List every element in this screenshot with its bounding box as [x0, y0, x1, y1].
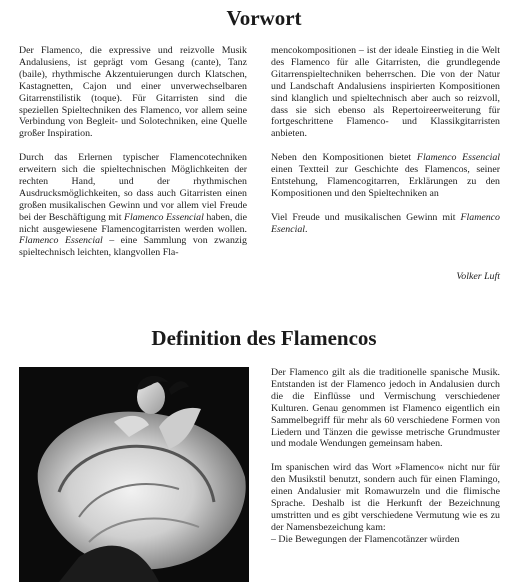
vorwort-paragraph: Neben den Kompositionen bietet Flamenco Essencial einen Textteil zur Geschichte des Flamencos, seiner Entstehung, Flamencogitarren, Erklärungen zu den Kompositionen und den Spieltechniken an: [271, 152, 500, 199]
vorwort-column-left: [19, 45, 247, 259]
definition-paragraph: Der Flamenco gilt als die traditionelle spanische Musik. Entstanden ist der Flamenco jedoch in Andalusien durch die die Einflüsse und Vermischung verschiedener Kulturen. Genau genommen ist Flamenco eigentlich ein Sammelbegriff für mehr als 60 verschiedene Formen von Liedern und Tänzen die gewisse metrische Grundmuster und modale Wendungen gemeinsam haben.: [271, 367, 500, 450]
page-title-vorwort: Vorwort: [226, 6, 302, 30]
author-signature: Volker Luft: [456, 271, 500, 282]
definition-paragraph: – Die Bewegungen der Flamencotänzer würden: [271, 533, 460, 545]
definition-paragraph: Im spanischen wird das Wort »Flamenco« nicht nur für den Musikstil benutzt, sondern auch für einen Flamingo, einen Andalusier mit Romawurzeln und die flimische Sprache. Deshalb ist die Herkunft der Bezeichnung umstritten und es gibt verschiedene Vermutung wie es zu der Namensbezeichung kam:: [271, 462, 500, 533]
flamenco-dancer-illustration: [19, 367, 249, 582]
section-title-definition: Definition des Flamencos: [151, 326, 377, 350]
flamenco-dancer-photo: [19, 367, 249, 582]
vorwort-column-right: [271, 45, 500, 235]
vorwort-paragraph: Durch das Erlernen typischer Flamencotechniken erweitern sich die spieltechnischen Möglichkeiten der rechten Hand, und der rhythmischen Ausdrucksmöglichkeiten, so dass auch Gitarristen einen großen musikalischen Gewinn und vor allem viel Freude bei der Beschäftigung mit Flamenco Essencial haben, die nicht ausgewiesene Flamencogitarristen werden wollen. Flamenco Essencial – eine Sammlung von zwanzig spieltechnisch leichten, klangvollen Fla-: [19, 152, 247, 259]
vorwort-paragraph: Viel Freude und musikalischen Gewinn mit Flamenco Esencial.: [271, 211, 500, 235]
vorwort-paragraph: Der Flamenco, die expressive und reizvolle Musik Andalusiens, ist geprägt vom Gesang (cante), Tanz (baile), rhythmische Akzentuierungen durch Klatschen, Kastagnetten, Cajon und einer unverwechselbaren Gitarrenstilistik (toque). Für Gitarristen sind die speziellen Spieltechniken des Flamenco, vor allem seine Verbindung von Begleit- und Solotechniken, eine Quelle großer Inspiration.: [19, 45, 247, 140]
definition-column: [271, 367, 500, 546]
vorwort-paragraph: mencokompositionen – ist der ideale Einstieg in die Welt des Flamenco für alle Gitarristen, die grundlegende Gitarrenspieltechniken beherrschen. Die von der Natur und Landschaft Andalusiens inspirierten Kompositionen sind klanglich und spieltechnisch aber auch so reizvoll, dass sie sich ebenso als Repertoireerweiterung für fortgeschrittene Flamenco- und Klassikgitarristen anbieten.: [271, 45, 500, 140]
